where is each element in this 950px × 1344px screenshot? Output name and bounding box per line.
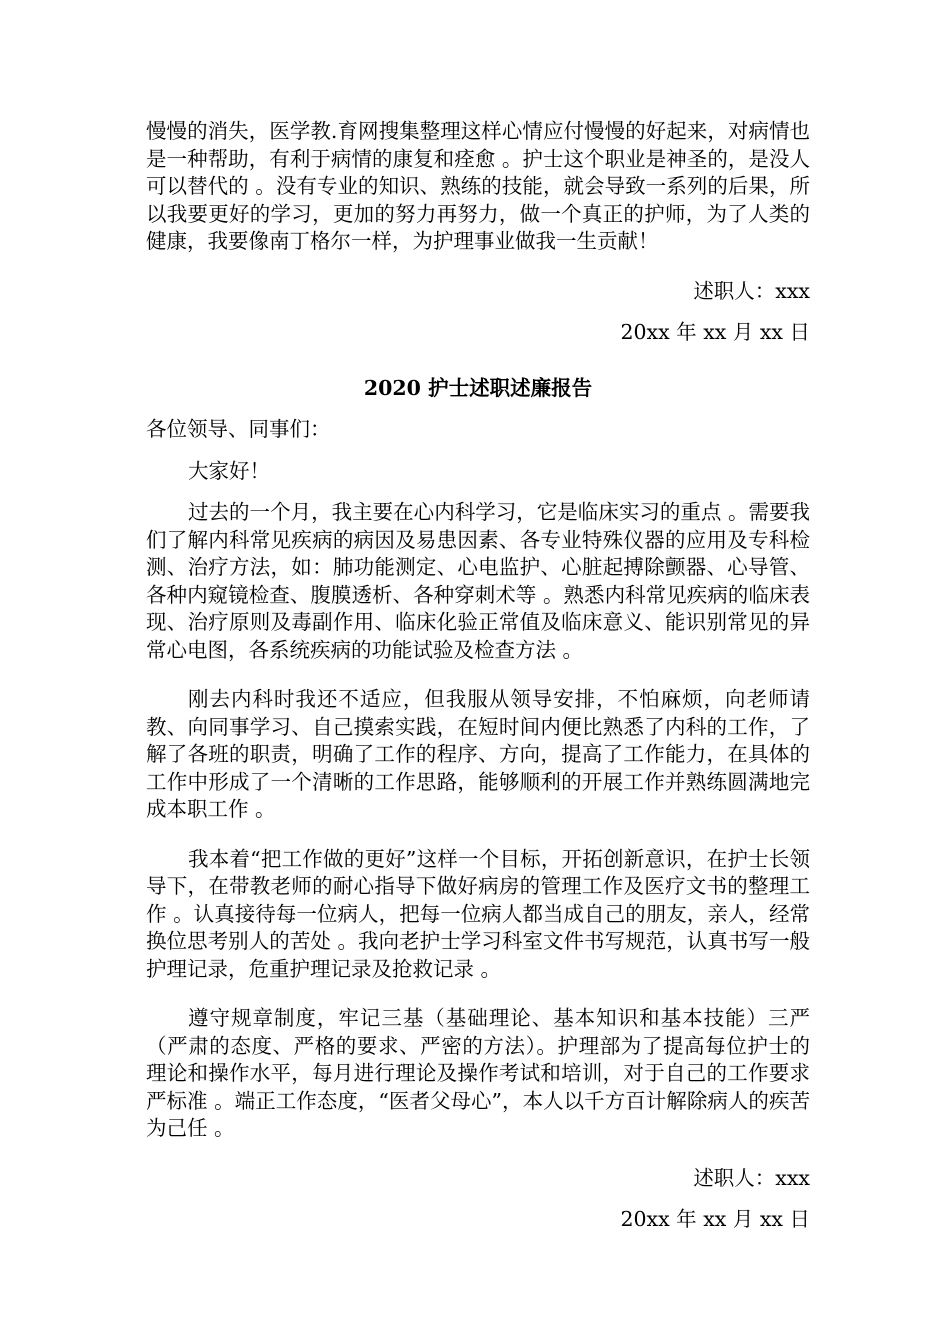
date-line: 20xx 年 xx 月 xx 日 xyxy=(620,320,810,344)
salutation: 各位领导、同事们： xyxy=(146,417,331,441)
signer-line: 述职人：xxx xyxy=(693,278,810,303)
document-page xyxy=(146,118,810,1234)
body-paragraph: 我本着“把工作做的更好”这样一个目标，开拓创新意识，在护士长领导下，在带教老师的耐心指导下做好病房的管理工作及医疗文书的整理工作 。认真接待每一位病人，把每一位病人都当成自己的朋友，亲人，经常换位思考别人的苦处 。我向老护士学习科室文件书写规范，认真书写一般护理记录，危重护理记录及抢救记录 。 xyxy=(146,846,810,981)
greeting: 大家好！ xyxy=(188,458,270,483)
body-paragraph: 过去的一个月，我主要在心内科学习，它是临床实习的重点 。需要我们了解内科常见疾病的病因及易患因素、各专业特殊仪器的应用及专科检测、治疗方法，如：肺功能测定、心电监护、心脏起搏除颤器、心导管、各种内窥镜检查、腹膜透析、各种穿刺术等 。熟悉内科常见疾病的临床表现、治疗原则及毒副作用、临床化验正常值及临床意义、能识别常见的异常心电图，各系统疾病的功能试验及检查方法 。 xyxy=(146,500,810,662)
date-line: 20xx 年 xx 月 xx 日 xyxy=(620,1207,810,1231)
signer-line: 述职人：xxx xyxy=(693,1165,810,1190)
closing-paragraph: 慢慢的消失，医学教.育网搜集整理这样心情应付慢慢的好起来，对病情也是一种帮助，有利于病情的康复和痊愈 。护士这个职业是神圣的，是没人可以替代的 。没有专业的知识、熟练的技能，就会导致一系列的后果，所以我要更好的学习，更加的努力再努力，做一个真正的护师，为了人类的健康，我要像南丁格尔一样，为护理事业做我一生贡献！ xyxy=(146,119,810,253)
body-paragraph: 刚去内科时我还不适应，但我服从领导安排，不怕麻烦，向老师请教、向同事学习、自己摸索实践，在短时间内便比熟悉了内科的工作，了解了各班的职责，明确了工作的程序、方向，提高了工作能力，在具体的工作中形成了一个清晰的工作思路，能够顺利的开展工作并熟练圆满地完成本职工作 。 xyxy=(146,687,810,821)
report-title: 2020 护士述职述廉报告 xyxy=(363,375,593,400)
body-paragraph: 遵守规章制度，牢记三基（基础理论、基本知识和基本技能）三严（严肃的态度、严格的要求、严密的方法）。护理部为了提高每位护士的理论和操作水平，每月进行理论及操作考试和培训，对于自己的工作要求严标准 。端正工作态度，“医者父母心”，本人以千方百计解除病人的疾苦为己任 。 xyxy=(146,1006,810,1140)
